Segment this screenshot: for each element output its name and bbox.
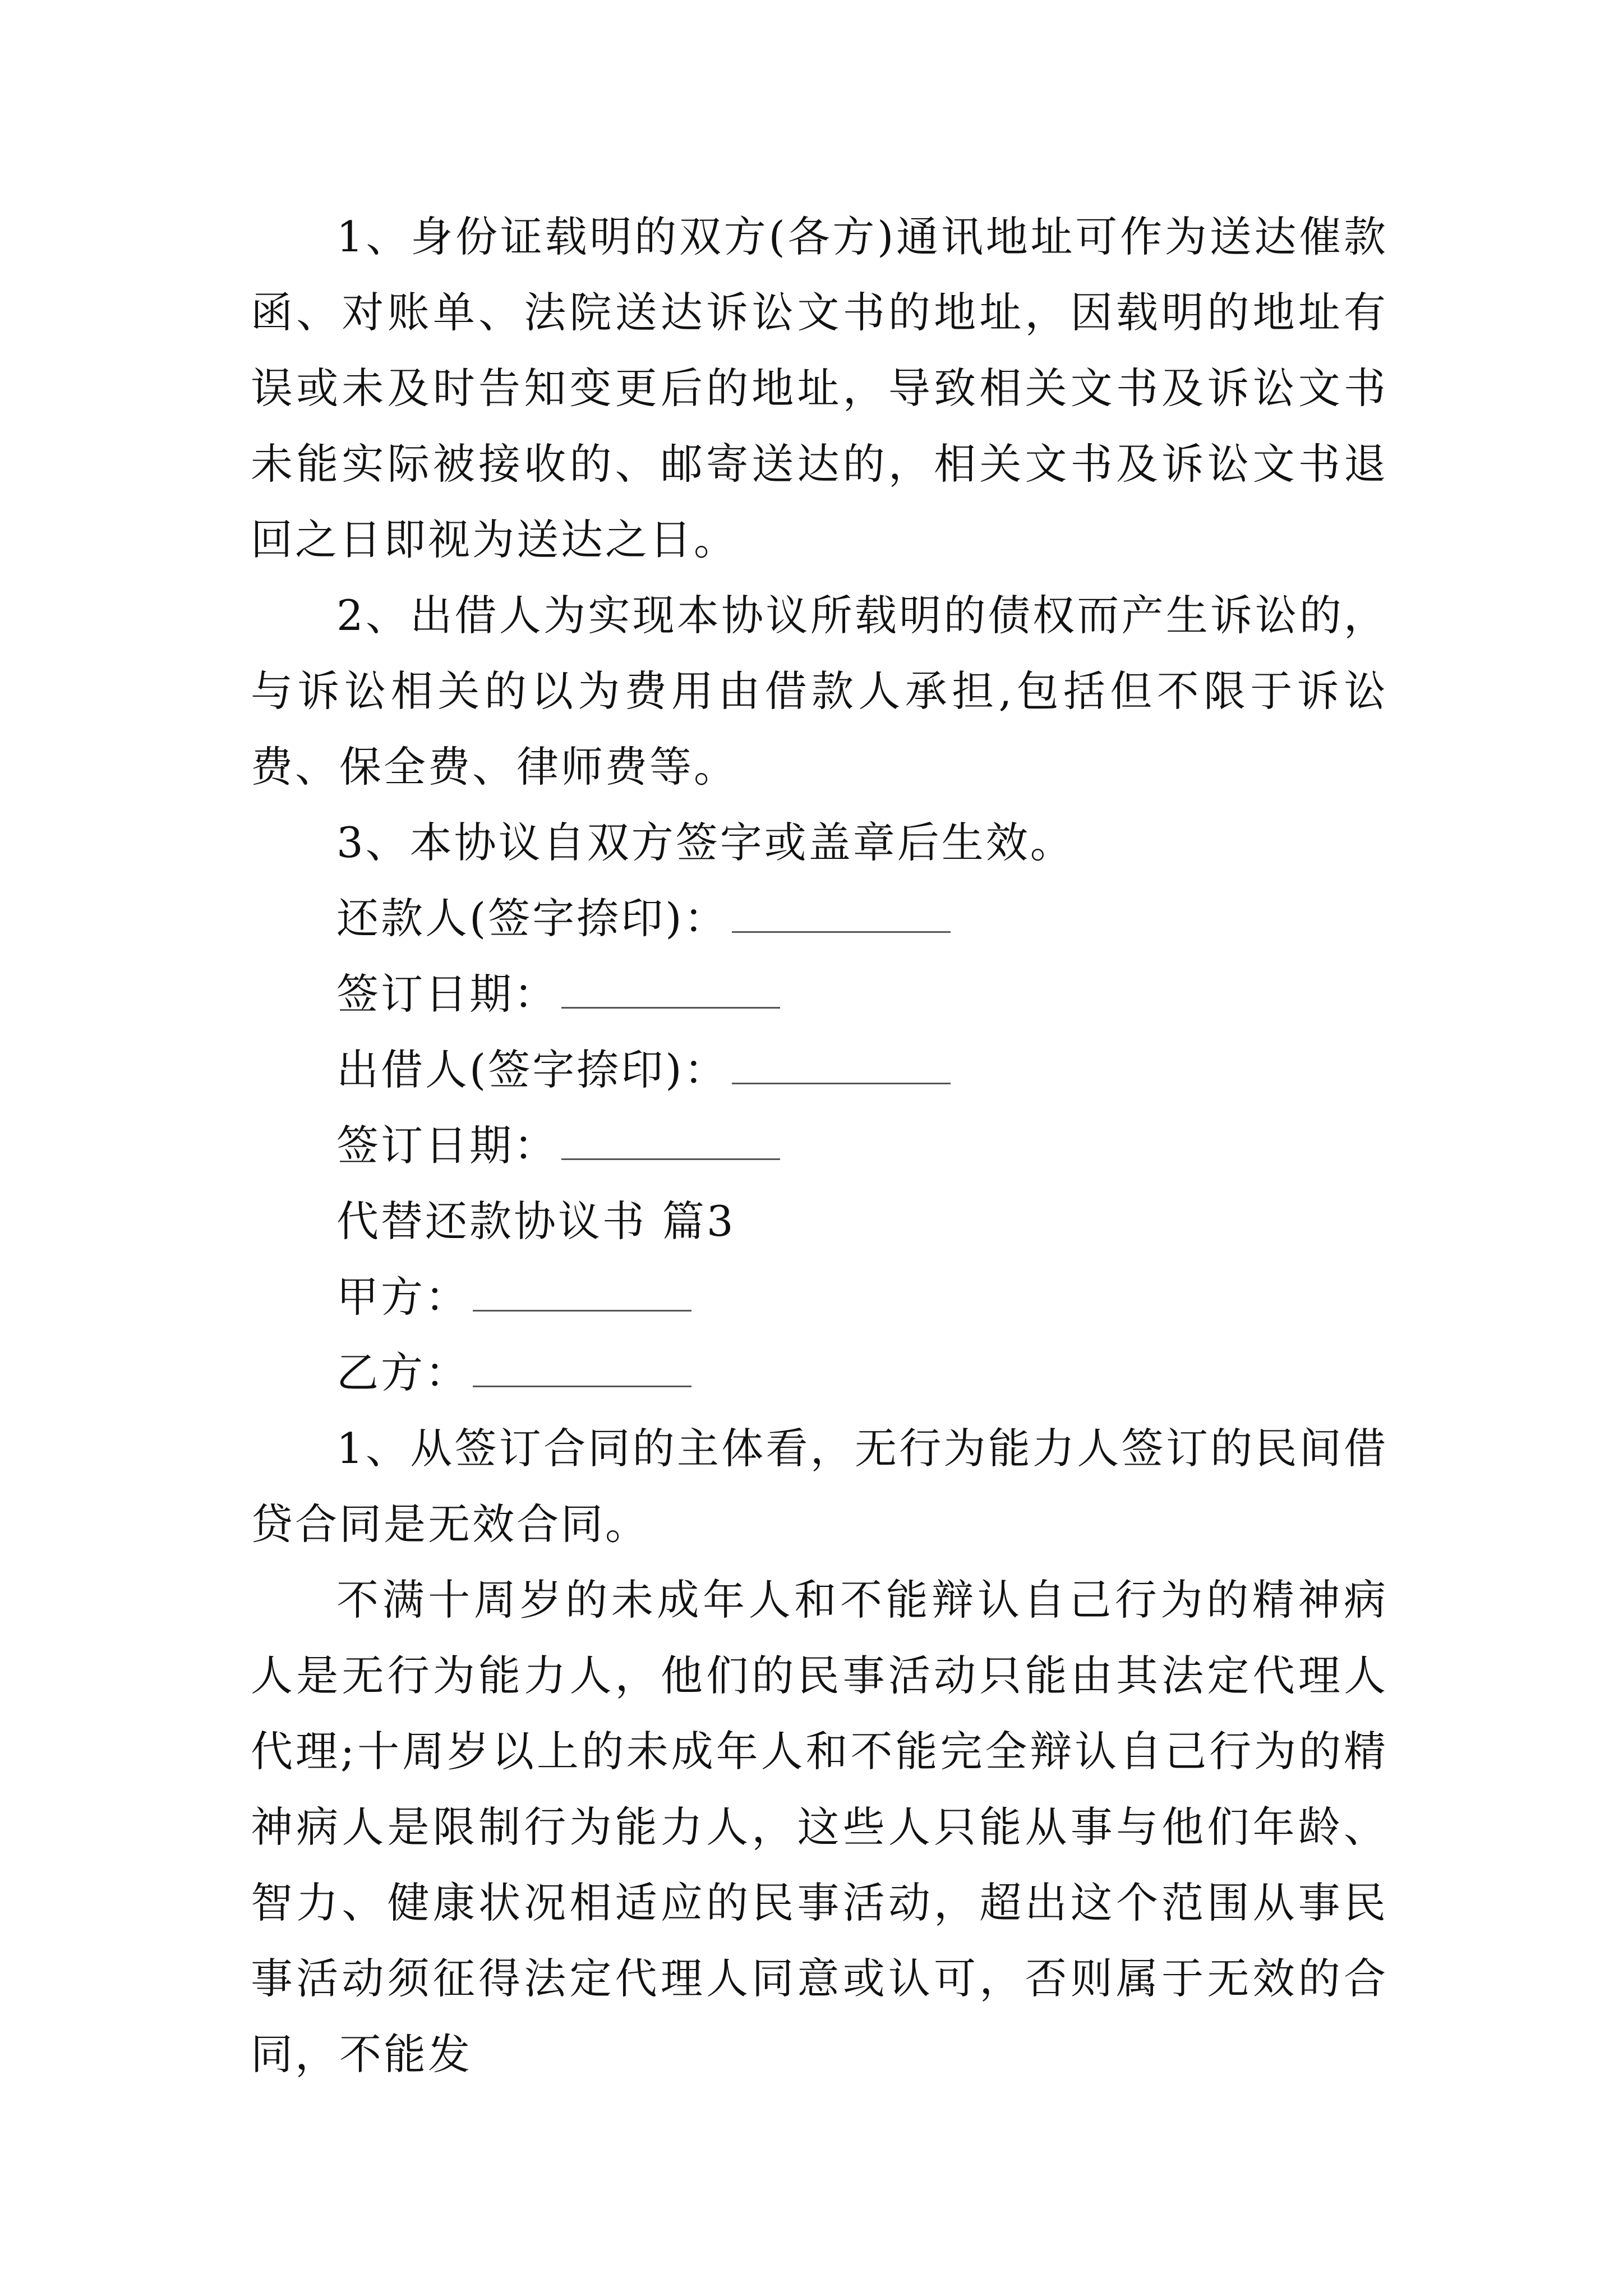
- sign-date-line-1: [251, 956, 1388, 1032]
- repayer-signature-line: [251, 881, 1388, 956]
- sign-date-line-2: [251, 1108, 1388, 1184]
- repayer-signature-label: 还款人(签字捺印)：: [336, 894, 728, 943]
- sign-date-label-2: 签订日期：: [336, 1121, 559, 1170]
- section-title: 代替还款协议书 篇3: [336, 1197, 736, 1246]
- clause-1-paragraph: 1、身份证载明的双方(各方)通讯地址可作为送达催款函、对账单、法院送达诉讼文书的地址，因载明的地址有误或未及时告知变更后的地址，导致相关文书及诉讼文书未能实际被接收的、邮寄送达的，相关文书及诉讼文书退回之日即视为送达之日。: [251, 212, 1388, 564]
- party-a-blank[interactable]: [473, 1276, 691, 1312]
- party-a-line: [251, 1259, 1388, 1335]
- party-a-label: 甲方：: [336, 1272, 470, 1322]
- sign-date-blank-1[interactable]: [561, 973, 780, 1009]
- lender-signature-blank[interactable]: [732, 1049, 951, 1084]
- lender-signature-label: 出借人(签字捺印)：: [336, 1045, 728, 1094]
- lender-signature-line: [251, 1032, 1388, 1108]
- section-clause-1-paragraph: 1、从签订合同的主体看，无行为能力人签订的民间借贷合同是无效合同。: [251, 1424, 1388, 1549]
- section-clause-2-paragraph: 不满十周岁的未成年人和不能辩认自己行为的精神病人是无行为能力人，他们的民事活动只能由其法定代理人代理;十周岁以上的未成年人和不能完全辩认自己行为的精神病人是限制行为能力人，这些人只能从事与他们年龄、智力、健康状况相适应的民事活动，超出这个范围从事民事活动须征得法定代理人同意或认可，否则属于无效的合同，不能发: [251, 1575, 1388, 2079]
- party-b-line: [251, 1335, 1388, 1411]
- party-b-blank[interactable]: [473, 1352, 691, 1387]
- clause-2-paragraph: 2、出借人为实现本协议所载明的债权而产生诉讼的，与诉讼相关的以为费用由借款人承担,包括但不限于诉讼费、保全费、律师费等。: [251, 591, 1388, 792]
- document-page: [251, 199, 1388, 2092]
- sign-date-label-1: 签订日期：: [336, 969, 559, 1019]
- clause-3-paragraph: 3、本协议自双方签字或盖章后生效。: [336, 818, 1075, 867]
- sign-date-blank-2[interactable]: [561, 1125, 780, 1160]
- repayer-signature-blank[interactable]: [732, 898, 951, 933]
- party-b-label: 乙方：: [336, 1348, 470, 1397]
